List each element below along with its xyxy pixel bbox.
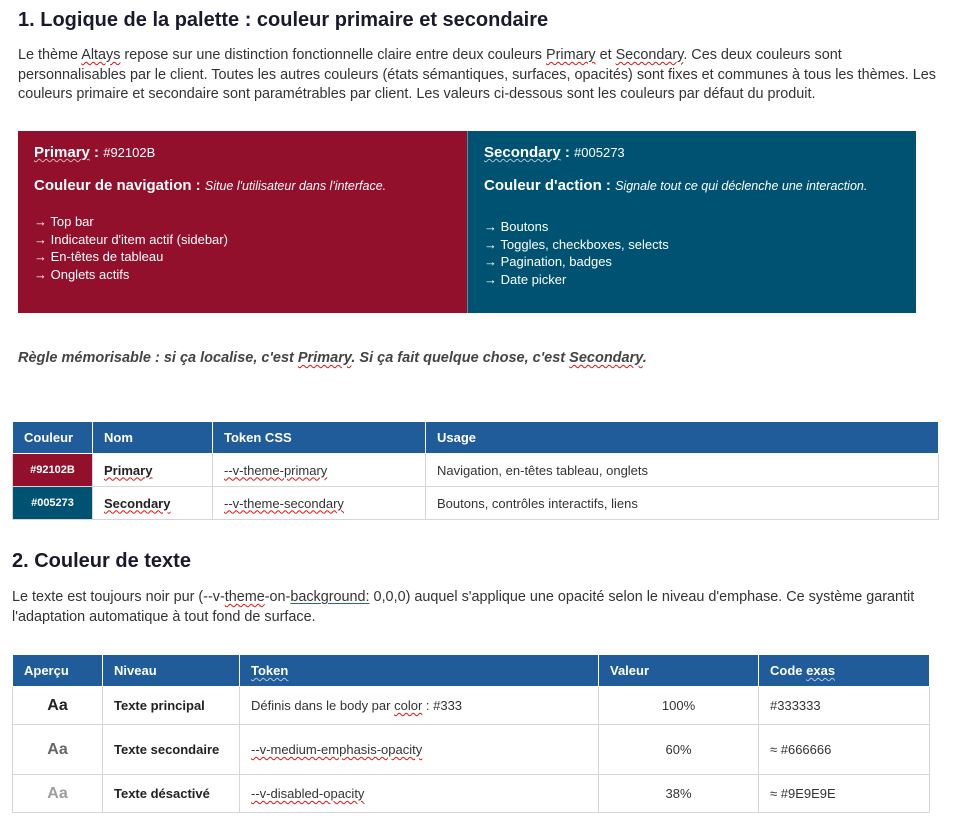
text-token: Définis dans le body par color : #333 <box>240 687 599 725</box>
list-item: → Onglets actifs <box>34 266 130 282</box>
table-header-row <box>13 655 930 687</box>
color-table <box>12 421 939 520</box>
color-name: Primary <box>93 454 213 487</box>
list-item: → Toggles, checkboxes, selects <box>484 236 669 252</box>
primary-usage-list <box>34 213 451 283</box>
list-item: → Indicateur d'item actif (sidebar) <box>34 231 228 247</box>
text-token: --v-disabled-opacity <box>240 775 599 813</box>
text-color-table <box>12 654 930 813</box>
column-header: Niveau <box>103 655 240 687</box>
list-item: → Boutons <box>484 219 549 234</box>
column-header: Code exas <box>759 655 930 687</box>
text-hex-code: ≈ #9E9E9E <box>759 775 930 813</box>
primary-panel-subtitle: Couleur de navigation : Situe l'utilisateur dans l'interface. <box>34 177 387 194</box>
color-swatch-primary: #92102B <box>13 454 93 487</box>
table-header-row <box>13 422 939 454</box>
table-row <box>13 487 939 520</box>
text-level: Texte secondaire <box>103 725 240 775</box>
text-preview: Aa <box>13 725 103 775</box>
text-value: 100% <box>599 687 759 725</box>
list-item: → En-têtes de tableau <box>34 249 164 264</box>
table-row <box>13 725 930 775</box>
list-item: → Top bar <box>34 214 94 229</box>
text-value: 38% <box>599 775 759 813</box>
list-item: → Pagination, badges <box>484 254 612 269</box>
secondary-color-panel <box>467 131 916 313</box>
column-header: Usage <box>426 422 939 454</box>
secondary-panel-subtitle: Couleur d'action : Signale tout ce qui déclenche une interaction. <box>484 177 868 194</box>
primary-panel-title: Primary : #92102B <box>34 144 156 161</box>
secondary-usage-list <box>484 218 900 288</box>
secondary-panel-title: Secondary : #005273 <box>484 144 625 161</box>
text-value: 60% <box>599 725 759 775</box>
section-2-title: 2. Couleur de texte <box>12 550 191 572</box>
text-level: Texte principal <box>103 687 240 725</box>
section-1-title: 1. Logique de la palette : couleur primaire et secondaire <box>18 9 549 31</box>
table-row <box>13 687 930 725</box>
css-token: --v-theme-secondary <box>213 487 426 520</box>
list-item: → Date picker <box>484 271 567 287</box>
primary-color-panel <box>18 131 467 313</box>
text-preview: Aa <box>13 687 103 725</box>
column-header: Aperçu <box>13 655 103 687</box>
text-token: --v-medium-emphasis-opacity <box>240 725 599 775</box>
column-header: Token <box>240 655 599 687</box>
color-name: Secondary <box>93 487 213 520</box>
text-hex-code: #333333 <box>759 687 930 725</box>
text-hex-code: ≈ #666666 <box>759 725 930 775</box>
text-level: Texte désactivé <box>103 775 240 813</box>
color-usage: Boutons, contrôles interactifs, liens <box>426 487 939 520</box>
css-token: --v-theme-primary <box>213 454 426 487</box>
section-2-intro: Le texte est toujours noir pur (--v-theme-on-background: 0,0,0) auquel s'applique une opacité selon le niveau d'emphase. Ce système garantit l'adaptation automatique à tout fond de surface. <box>12 589 915 625</box>
column-header: Valeur <box>599 655 759 687</box>
color-swatch-secondary: #005273 <box>13 487 93 520</box>
color-usage: Navigation, en-têtes tableau, onglets <box>426 454 939 487</box>
section-1-intro: Le thème Altays repose sur une distinction fonctionnelle claire entre deux couleurs Primary et Secondary. Ces deux couleurs sont personnalisables par le client. Toutes les autres couleurs (états sémantiques, surfaces, opacités) sont fixes et communes à tous les thèmes. Les couleurs primaire et secondaire sont paramétrables par client. Les valeurs ci-dessous sont les couleurs par défaut du produit. <box>18 47 936 103</box>
column-header: Couleur <box>13 422 93 454</box>
memorable-rule: Règle mémorisable : si ça localise, c'est Primary. Si ça fait quelque chose, c'est Secondary. <box>18 350 647 366</box>
table-row <box>13 454 939 487</box>
column-header: Token CSS <box>213 422 426 454</box>
column-header: Nom <box>93 422 213 454</box>
table-row <box>13 775 930 813</box>
text-preview: Aa <box>13 775 103 813</box>
